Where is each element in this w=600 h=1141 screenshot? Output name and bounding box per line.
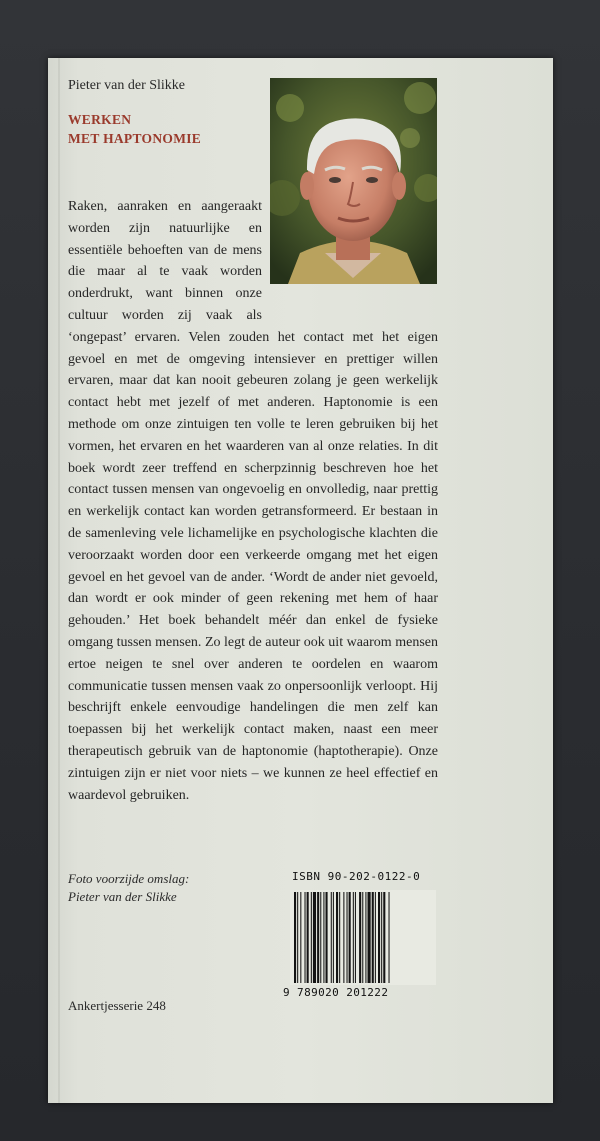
photo-credit-name: Pieter van der Slikke: [68, 889, 177, 904]
book-title: [68, 110, 201, 148]
blurb-paragraph: Raken, aanraken en aangeraakt worden zijn natuurlijke en essentiële behoeften van de mens die maar al te vaak worden onderdrukt, want binnen onze cultuur worden zij vaak als ‘ongepast’ ervaren. Velen zouden het contact met het eigen gevoel en met de omgeving intensiever en prettiger willen ervaren, maar dat kan nooit gebeuren zolang je geen werkelijk contact hebt met jezelf of met anderen. Haptonomie is een methode om onze zintuigen ten volle te leren gebruiken bij het vormen, het ervaren en het waarderen van al onze relaties. In dit boek wordt zeer treffend en scherpzinnig beschreven hoe het contact tussen mensen van ongevoelig en onvolledig, naar prettig en werkelijk contact kan worden getransformeerd. Er bestaan in de samenleving vele lichamelijke en psychologische klachten die veroorzaakt worden door een verkeerde omgang met het eigen gevoel en het gevoel van de ander. ‘Wordt de ander niet gevoeld, dan wordt er ook minder of geen rekening met hem of haar gehouden.’ Het boek behandelt méér dan enkel de fysieke omgang tussen mensen. Zo legt de auteur ook uit waarom mensen ertoe neigen te snel over anderen te oordelen en waarom communicatie tussen mensen vaak zo onpersoonlijk verloopt. Hij beschrijft enkele eenvoudige handelingen die men zelf kan toepassen bij het werkelijk contact maken, naast een meer therapeutisch gebruik van de haptonomie (haptotherapie). Onze zintuigen zijn er niet voor niets – we kunnen ze heel effectief en waardevol gebruiken.: [68, 199, 438, 803]
isbn-label: ISBN 90-202-0122-0: [292, 870, 421, 883]
blurb-text: [68, 196, 438, 806]
barcode: [290, 890, 436, 985]
author-name: Pieter van der Slikke: [68, 78, 186, 93]
title-line-2: MET HAPTONOMIE: [68, 131, 202, 146]
barcode-bars: [290, 890, 436, 985]
barcode-number: 9 789020 201222: [283, 986, 389, 999]
series-label: Ankertjesserie 248: [68, 998, 166, 1013]
title-line-1: WERKEN: [68, 112, 132, 127]
photo-credit-label: Foto voorzijde omslag:: [68, 871, 190, 886]
photo-wrap-space: [262, 196, 438, 314]
photo-credit: [68, 870, 189, 906]
